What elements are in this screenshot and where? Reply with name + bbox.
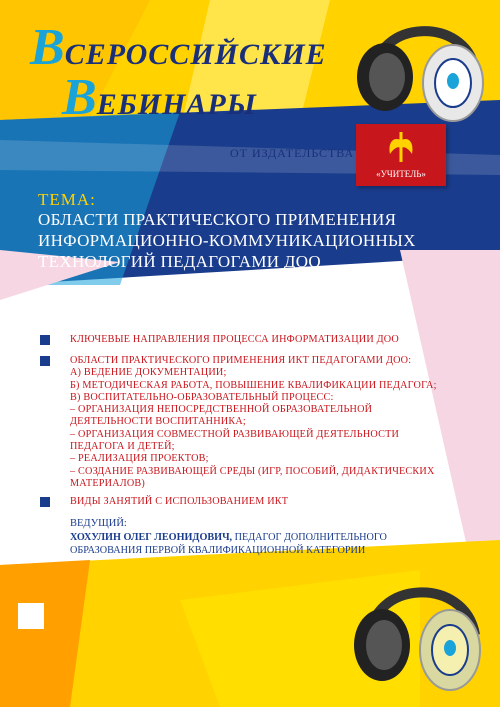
headphones-icon	[340, 565, 495, 705]
headphones-icon	[345, 5, 495, 140]
publisher-text: ОТ ИЗДАТЕЛЬСТВА	[230, 146, 355, 160]
host-description: ПЕДАГОГ ДОПОЛНИТЕЛЬНОГО ОБРАЗОВАНИЯ ПЕРВОЙ КВАЛИФИКАЦИОННОЙ КАТЕГОРИИ	[70, 532, 387, 556]
title-rest: СЕРОССИЙСКИЕ	[64, 38, 327, 71]
agenda-item: ВИДЫ ЗАНЯТИЙ С ИСПОЛЬЗОВАНИЕМ ИКТ	[70, 496, 289, 507]
agenda-item: ОБЛАСТИ ПРАКТИЧЕСКОГО ПРИМЕНЕНИЯ ИКТ ПЕДАГОГАМИ ДОО: А) ВЕДЕНИЕ ДОКУМЕНТАЦИИ; Б) МЕТОДИЧЕСКАЯ РАБОТА, ПОВЫШЕНИЕ КВАЛИФИКАЦИИ ПЕДАГОГА; В) ВОСПИТАТЕЛЬНО-ОБРАЗОВАТЕЛЬНЫЙ ПРОЦЕСС: – ОРГАНИЗАЦИЯ НЕПОСРЕДСТВЕННОЙ ОБРАЗОВАТЕЛЬНОЙ ДЕЯТЕЛЬНОСТИ ВОСПИТАННИКА; – ОРГАНИЗАЦИЯ СОВМЕСТНОЙ РАЗВИВАЮЩЕЙ ДЕЯТЕЛЬНОСТИ ПЕДАГОГА И ДЕТЕЙ; – РЕАЛИЗАЦИЯ ПРОЕКТОВ; – СОЗДАНИЕ РАЗВИВАЮЩЕЙ СРЕДЫ (ИГР, ПОСОБИЙ, ДИДАКТИЧЕСКИХ МАТЕРИАЛОВ)	[70, 355, 437, 489]
publisher-logo	[356, 124, 446, 186]
bullet-icon	[40, 335, 50, 345]
title-line-1	[30, 19, 327, 76]
host-info	[70, 532, 430, 557]
title-line-2	[62, 69, 257, 126]
host-name: ХОХУЛИН ОЛЕГ ЛЕОНИДОВИЧ,	[70, 532, 233, 543]
topic-line: ТЕХНОЛОГИЙ ПЕДАГОГАМИ ДОО	[38, 252, 321, 271]
host-label: ВЕДУЩИЙ:	[70, 518, 127, 529]
bullet-icon	[40, 497, 50, 507]
title-initial: В	[62, 69, 97, 126]
title-rest: ЕБИНАРЫ	[96, 88, 257, 121]
title-initial: В	[30, 19, 65, 76]
logo-label: «УЧИТЕЛЬ»	[376, 169, 426, 179]
bullet-icon	[40, 356, 50, 366]
topic-line: ИНФОРМАЦИОННО-КОММУНИКАЦИОННЫХ	[38, 231, 416, 250]
topic-line: ОБЛАСТИ ПРАКТИЧЕСКОГО ПРИМЕНЕНИЯ	[38, 210, 397, 229]
topic-label: ТЕМА:	[38, 190, 96, 209]
uchitel-logo-icon	[386, 130, 416, 164]
agenda-item: КЛЮЧЕВЫЕ НАПРАВЛЕНИЯ ПРОЦЕССА ИНФОРМАТИЗАЦИИ ДОО	[70, 334, 399, 345]
topic-title	[38, 209, 478, 272]
